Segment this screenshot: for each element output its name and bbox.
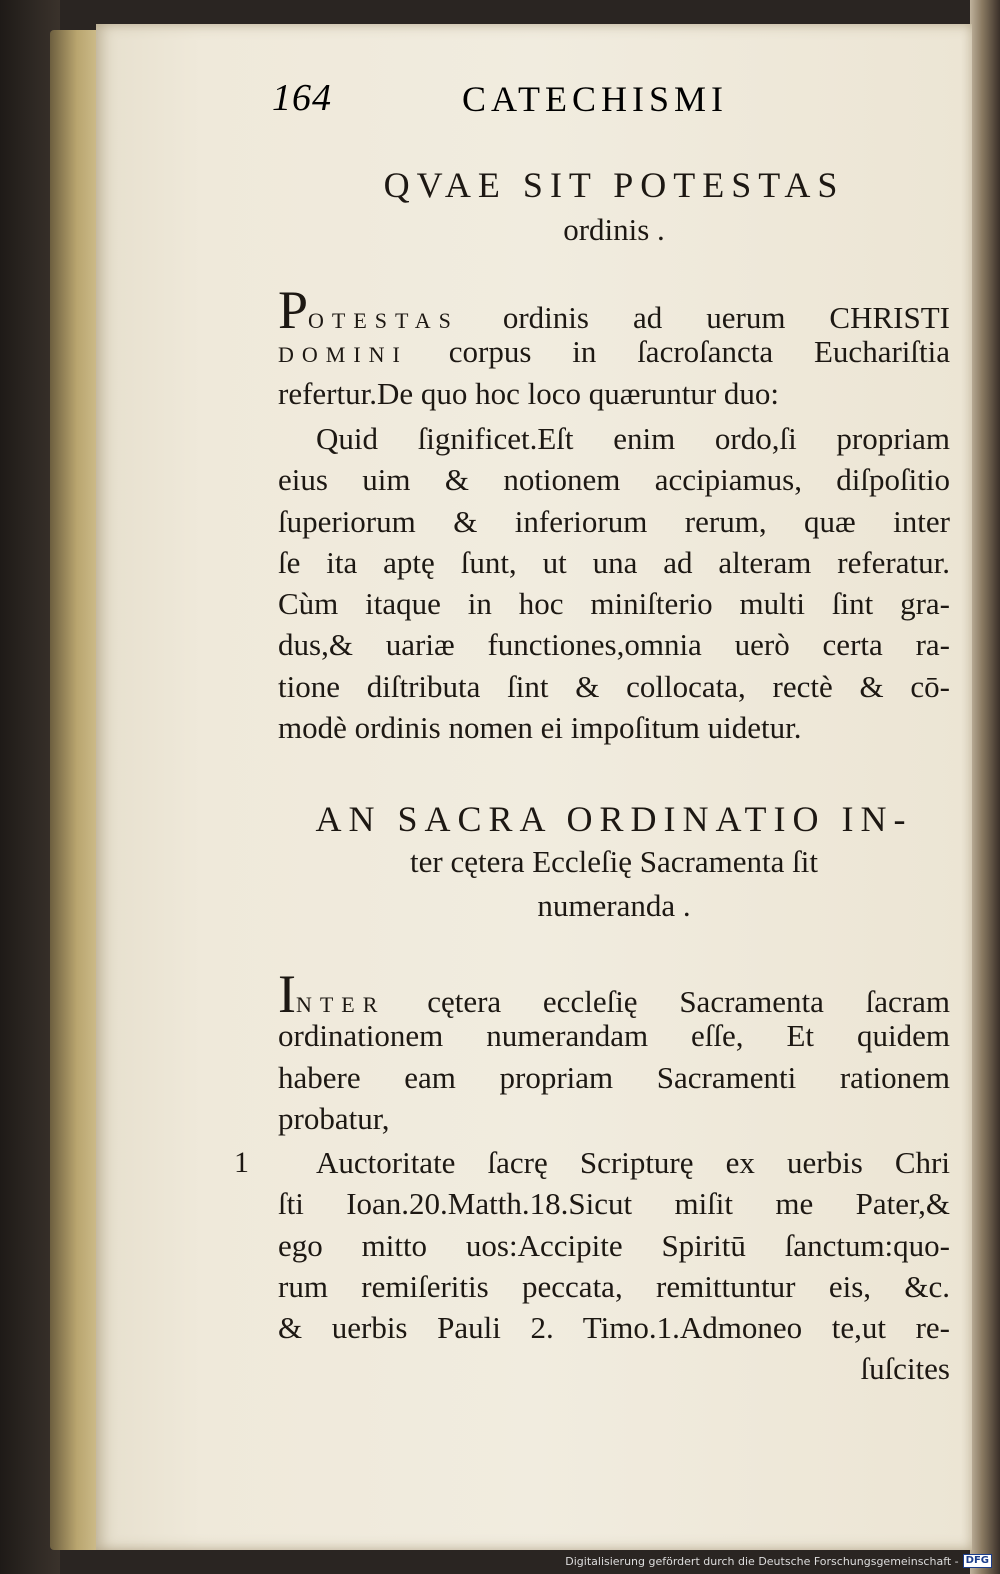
section-heading-2	[278, 798, 950, 924]
text-line: Quid ſignificet.Eſt enim ordo,ſi propriam	[316, 421, 950, 456]
text-line	[278, 280, 950, 340]
margin-number: 1	[234, 1146, 249, 1179]
section-heading-2-line-1: AN SACRA ORDINATIO IN-	[315, 799, 913, 839]
dfg-logo: DFG	[963, 1554, 992, 1568]
section-heading-2-line-3: numeranda .	[537, 888, 691, 923]
line-text: ordinis ad uerum CHRISTI	[458, 300, 950, 335]
text-line: Cùm itaque in hoc miniſterio multi ſint gra-	[278, 586, 950, 622]
text-line: tione diſtributa ſint & collocata, rectè & cō-	[278, 668, 950, 704]
section-heading-1-line-1: QVAE SIT POTESTAS	[383, 165, 845, 205]
text-line: dus,& uariæ functiones,omnia uerò certa ra-	[278, 627, 950, 663]
text-line: refertur.De quo hoc loco quæruntur duo:	[278, 375, 780, 411]
digitization-credit	[565, 1552, 992, 1570]
page-number: 164	[272, 77, 332, 119]
paragraph-2	[278, 418, 950, 748]
line-text: cętera eccleſię Sacramenta ſacram	[385, 984, 950, 1019]
text-line: ſe ita aptę ſunt, ut una ad alteram referatur.	[278, 544, 950, 580]
text-line: ordinationem numerandam eſſe, Et quidem	[278, 1018, 950, 1054]
running-header	[272, 76, 784, 126]
text-line	[278, 964, 950, 1024]
credit-text: Digitalisierung gefördert durch die Deutsche Forschungsgemeinschaft -	[565, 1554, 959, 1568]
text-line: Auctoritate ſacrę Scripturę ex uerbis Chri	[316, 1145, 950, 1180]
text-line: & uerbis Pauli 2. Timo.1.Admoneo te,ut re-	[278, 1310, 950, 1346]
section-heading-1-line-2: ordinis .	[563, 212, 665, 247]
text-line: rum remiſeritis peccata, remittuntur eis, &c.	[278, 1268, 950, 1304]
paragraph-4	[278, 1142, 950, 1390]
small-caps-word: OTESTAS	[308, 308, 459, 333]
line-text: corpus in ſacroſancta Euchariſtia	[407, 334, 950, 370]
text-line: ego mitto uos:Accipite Spiritū ſanctum:quo-	[278, 1227, 950, 1263]
small-caps-word: NTER	[295, 992, 386, 1017]
paragraph-3	[278, 964, 950, 1139]
catchword: ſuſcites	[860, 1351, 950, 1387]
running-head-title: CATECHISMI	[462, 79, 729, 119]
text-line: habere eam propriam Sacramenti rationem	[278, 1059, 950, 1095]
text-line	[278, 331, 950, 372]
text-line: ſuperiorum & inferiorum rerum, quæ inter	[278, 503, 950, 539]
text-line: probatur,	[278, 1100, 390, 1136]
small-caps-word: DOMINI	[278, 342, 408, 368]
text-line: eius uim & notionem accipiamus, diſpoſitio	[278, 462, 950, 498]
text-line: modè ordinis nomen ei impoſitum uidetur.	[278, 710, 802, 746]
section-heading-1	[278, 164, 950, 248]
initial-letter: I	[278, 964, 296, 1024]
paragraph-1	[278, 280, 950, 414]
section-heading-2-line-2: ter cętera Eccleſię Sacramenta ſit	[410, 844, 818, 879]
initial-letter: P	[278, 280, 309, 340]
facing-page-edge	[970, 0, 1000, 1574]
text-line: ſti Ioan.20.Matth.18.Sicut miſit me Pater,&	[278, 1186, 950, 1222]
